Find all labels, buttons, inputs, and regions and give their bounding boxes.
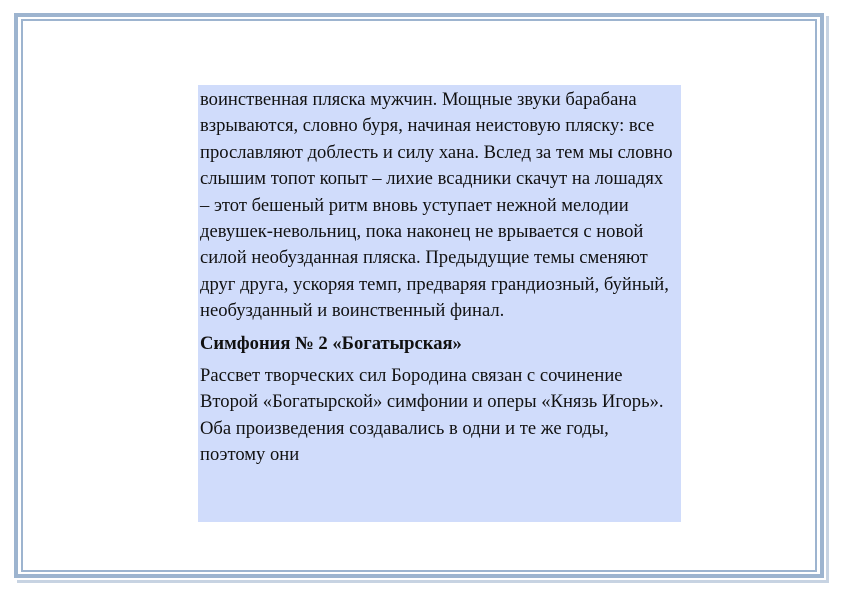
text-box bbox=[198, 85, 681, 522]
frame-shadow-right bbox=[826, 16, 829, 582]
section-heading: Симфония № 2 «Богатырская» bbox=[200, 332, 462, 354]
frame-shadow-bottom bbox=[17, 580, 829, 583]
body-paragraph-1: воинственная пляска мужчин. Мощные звуки барабана взрываются, словно буря, начиная неистовую пляску: все прославляют доблесть и силу хана. Вслед за тем мы словно слышим топот копыт – лихие всадники скачут на лошадях – этот бешеный ритм вновь уступает нежной мелодии девушек-невольниц, пока наконец не врывается с новой силой необузданная пляска. Предыдущие темы сменяют друг друга, ускоряя темп, предваряя грандиозный, буйный, необузданный и воинственный финал. bbox=[200, 89, 673, 322]
body-paragraph-2: Рассвет творческих сил Бородина связан с сочинение Второй «Богатырской» симфонии и оперы «Князь Игорь». Оба произведения создавались в одни и те же годы, поэтому они bbox=[200, 365, 664, 466]
